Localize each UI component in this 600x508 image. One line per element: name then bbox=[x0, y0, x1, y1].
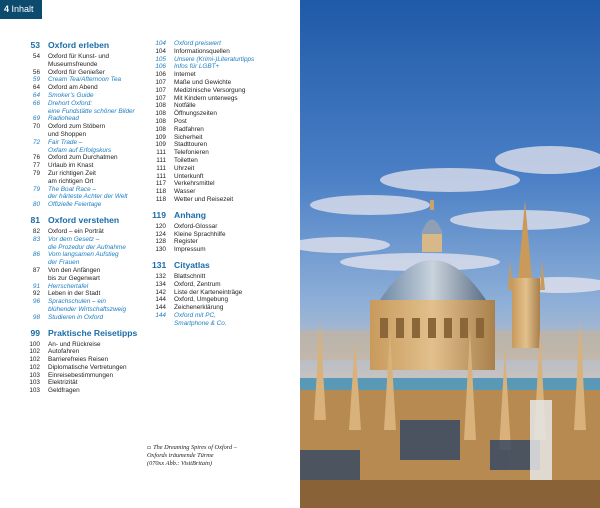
toc-entry bbox=[26, 69, 141, 77]
toc-entry bbox=[26, 267, 141, 275]
toc-page-number: 69 bbox=[32, 115, 40, 123]
toc-entry bbox=[26, 108, 141, 116]
toc-entry-text: Kleine Sprachhilfe bbox=[174, 230, 226, 238]
toc-entry-text: die Prozedur der Aufnahme bbox=[48, 243, 126, 251]
toc-page-number: 128 bbox=[155, 238, 166, 246]
toc-page-number: 54 bbox=[32, 53, 40, 60]
toc-page-number: 107 bbox=[155, 78, 166, 86]
toc-entry bbox=[26, 186, 141, 194]
toc-entry bbox=[152, 304, 287, 312]
toc-page-number: 107 bbox=[155, 86, 166, 94]
toc-entry-text: Post bbox=[174, 117, 187, 125]
toc-entry bbox=[26, 76, 141, 84]
toc-entry bbox=[152, 141, 287, 149]
toc-entry bbox=[26, 123, 141, 131]
toc-column-right bbox=[152, 40, 287, 328]
toc-page-number: 105 bbox=[155, 55, 166, 63]
page-header bbox=[0, 0, 300, 19]
toc-page-number: 86 bbox=[32, 251, 40, 259]
toc-entry-text: bis zur Gegenwart bbox=[48, 274, 100, 282]
toc-entry-text: Verkehrsmittel bbox=[174, 180, 215, 188]
toc-page-number: 76 bbox=[32, 154, 40, 162]
toc-entry-text: Offizielle Feiertage bbox=[48, 201, 102, 209]
toc-entry-text: Radfahren bbox=[174, 125, 204, 133]
page-title: Inhalt bbox=[11, 4, 34, 14]
toc-entry bbox=[152, 126, 287, 134]
toc-entry bbox=[26, 162, 141, 170]
toc-page-number: 118 bbox=[155, 188, 166, 196]
toc-entry-text: Vom langsamen Aufstieg bbox=[48, 251, 119, 259]
toc-entry-text: Register bbox=[174, 238, 198, 246]
toc-entry-text: Maße und Gewichte bbox=[174, 78, 232, 86]
toc-entry-text: Studieren in Oxford bbox=[48, 313, 104, 321]
toc-entry bbox=[26, 131, 141, 139]
toc-entry-text: Cityatlas bbox=[174, 259, 210, 270]
toc-entry-text: Oxford – ein Porträt bbox=[48, 227, 104, 235]
toc-entry-text: Unsere (Krimi-)Literaturtipps bbox=[174, 55, 255, 63]
toc-entry-text: Wasser bbox=[174, 188, 196, 196]
toc-entry-text: Notfälle bbox=[174, 102, 196, 110]
toc-page-number bbox=[26, 108, 40, 116]
toc-entry bbox=[152, 102, 287, 110]
toc-page-number: 72 bbox=[32, 138, 40, 146]
toc-entry bbox=[152, 196, 287, 204]
toc-entry bbox=[152, 56, 287, 64]
toc-entry-text: Blattschnitt bbox=[174, 272, 206, 280]
toc-page-number: 56 bbox=[32, 68, 40, 76]
toc-section-heading bbox=[26, 328, 141, 338]
toc-entry bbox=[26, 100, 141, 108]
toc-entry bbox=[152, 238, 287, 246]
caption-line-3: (070xx Abb.: VisitBritain) bbox=[147, 459, 212, 467]
toc-entry bbox=[26, 387, 141, 395]
toc-entry bbox=[152, 320, 287, 328]
toc-entry-text: Autofahren bbox=[48, 348, 80, 356]
toc-page-number: 108 bbox=[155, 110, 166, 118]
caption-line-2: Oxfords träumende Türme bbox=[147, 451, 214, 459]
toc-entry bbox=[26, 92, 141, 100]
toc-entry-text: Zur richtigen Zeit bbox=[48, 169, 96, 177]
toc-page-number: 111 bbox=[156, 149, 166, 157]
toc-entry bbox=[26, 178, 141, 186]
toc-entry-text: Herrschertafel bbox=[48, 282, 89, 290]
toc-page-number: 103 bbox=[29, 371, 40, 379]
toc-page-number: 100 bbox=[29, 340, 40, 348]
toc-entry bbox=[152, 246, 287, 254]
toc-entry bbox=[26, 306, 141, 314]
toc-entry-text: Diplomatische Vertretungen bbox=[48, 363, 127, 371]
toc-entry bbox=[152, 312, 287, 320]
toc-entry-text: Oxford, Zentrum bbox=[174, 280, 221, 288]
toc-page-number: 103 bbox=[29, 387, 40, 395]
toc-entry bbox=[152, 273, 287, 281]
toc-entry bbox=[26, 147, 141, 155]
toc-entry-text: Medizinische Versorgung bbox=[174, 86, 246, 94]
toc-page-number: 109 bbox=[155, 141, 166, 149]
toc-entry bbox=[152, 134, 287, 142]
toc-entry bbox=[26, 244, 141, 252]
toc-entry-text: Museumsfreunde bbox=[48, 60, 98, 68]
toc-page-number: 91 bbox=[32, 282, 40, 290]
toc-entry-text: Oxford zum Durchatmen bbox=[48, 154, 118, 162]
toc-entry bbox=[152, 180, 287, 188]
toc-entry-text: The Boat Race – bbox=[48, 185, 96, 193]
toc-entry bbox=[26, 236, 141, 244]
toc-page-number bbox=[26, 61, 40, 69]
toc-section-heading bbox=[26, 215, 141, 225]
toc-entry-text: Fair Trade – bbox=[48, 138, 83, 146]
toc-entry-text: Mit Kindern unterwegs bbox=[174, 94, 238, 102]
toc-entry bbox=[152, 223, 287, 231]
photo-caption bbox=[147, 444, 287, 467]
toc-page-number: 120 bbox=[155, 222, 166, 230]
toc-entry-text: der Frauen bbox=[48, 259, 80, 267]
toc-page-number: 118 bbox=[155, 195, 166, 203]
toc-entry-text: eine Fundstätte schöner Bilder bbox=[48, 107, 135, 115]
toc-entry bbox=[26, 372, 141, 380]
toc-section-heading bbox=[152, 210, 287, 220]
toc-page-number: 82 bbox=[32, 227, 40, 235]
toc-entry-text: Infos für LGBT+ bbox=[174, 63, 220, 71]
toc-entry-text: Wetter und Reisezeit bbox=[174, 195, 234, 203]
toc-entry-text: Praktische Reisetipps bbox=[48, 327, 138, 338]
toc-page-number: 111 bbox=[156, 164, 166, 172]
toc-entry bbox=[152, 79, 287, 87]
toc-page-number bbox=[26, 178, 40, 186]
toc-entry bbox=[26, 314, 141, 322]
toc-page-number bbox=[26, 244, 40, 252]
toc-page-number: 79 bbox=[32, 185, 40, 193]
toc-entry-text: Oxford mit PC, bbox=[174, 311, 216, 319]
toc-page-number: 124 bbox=[155, 230, 166, 238]
toc-entry-text: der härteste Achter der Welt bbox=[48, 193, 128, 201]
caption-line-1: The Dreaming Spires of Oxford – bbox=[153, 444, 237, 451]
toc-entry bbox=[152, 48, 287, 56]
toc-entry bbox=[152, 118, 287, 126]
toc-entry-text: Barrierefreies Reisen bbox=[48, 356, 109, 364]
toc-entry bbox=[26, 251, 141, 259]
toc-entry-text: Anhang bbox=[174, 209, 206, 220]
toc-page-number: 102 bbox=[29, 356, 40, 364]
camera-icon: ▫ bbox=[147, 444, 152, 451]
toc-entry bbox=[26, 84, 141, 92]
toc-entry-text: Oxford zum Stöbern bbox=[48, 123, 106, 131]
toc-page-number: 59 bbox=[32, 76, 40, 84]
toc-entry bbox=[26, 356, 141, 364]
toc-page-number: 111 bbox=[156, 172, 166, 180]
toc-page-number: 80 bbox=[32, 201, 40, 209]
toc-page-number: 83 bbox=[32, 235, 40, 243]
toc-entry-text: Zeichenerklärung bbox=[174, 304, 224, 312]
toc-page-number bbox=[26, 147, 40, 155]
toc-entry-text: Einreisebestimmungen bbox=[48, 371, 114, 379]
toc-page-number: 130 bbox=[155, 246, 166, 254]
toc-page-number: 92 bbox=[32, 290, 40, 298]
toc-entry bbox=[26, 170, 141, 178]
toc-page-number bbox=[26, 131, 40, 139]
toc-entry bbox=[26, 379, 141, 387]
toc-entry bbox=[26, 283, 141, 291]
toc-section-heading bbox=[152, 260, 287, 270]
toc-entry bbox=[26, 61, 141, 69]
toc-entry-text: Geldfragen bbox=[48, 387, 80, 395]
toc-entry-text: Impressum bbox=[174, 246, 206, 254]
toc-page-number: 102 bbox=[29, 348, 40, 356]
toc-page-number: 66 bbox=[32, 99, 40, 107]
toc-entry-text: Uhrzeit bbox=[174, 164, 195, 172]
toc-entry bbox=[152, 281, 287, 289]
toc-entry-text: Radiohead bbox=[48, 115, 79, 123]
toc-entry-text: Unterkunft bbox=[174, 172, 204, 180]
toc-entry-text: Cream Tea/Afternoon Tea bbox=[48, 76, 122, 84]
toc-entry-text: Vor dem Gesetz – bbox=[48, 235, 100, 243]
toc-page-number: 144 bbox=[155, 311, 166, 319]
page-number: 4 bbox=[4, 4, 10, 14]
toc-entry bbox=[26, 275, 141, 283]
toc-page-number: 64 bbox=[32, 91, 40, 99]
toc-entry bbox=[152, 289, 287, 297]
toc-entry-text: Telefonieren bbox=[174, 149, 209, 157]
toc-entry bbox=[152, 110, 287, 118]
toc-entry-text: Oxford verstehen bbox=[48, 214, 120, 225]
toc-page-number: 98 bbox=[32, 313, 40, 321]
toc-entry-text: Drehort Oxford: bbox=[48, 99, 93, 107]
toc-page-number: 117 bbox=[155, 180, 166, 188]
oxford-photo bbox=[300, 0, 600, 508]
toc-page-number: 106 bbox=[155, 71, 166, 79]
toc-entry-text: am richtigen Ort bbox=[48, 177, 94, 185]
toc-page-number: 108 bbox=[155, 102, 166, 110]
toc-entry-text: Internet bbox=[174, 71, 196, 79]
toc-page-number: 144 bbox=[155, 296, 166, 304]
toc-page-number: 53 bbox=[30, 40, 40, 50]
toc-entry-text: Oxford preiswert bbox=[174, 40, 221, 47]
toc-entry-text: Öffnungszeiten bbox=[174, 110, 217, 118]
toc-page-number: 81 bbox=[30, 214, 40, 225]
toc-entry-text: Oxford-Glossar bbox=[174, 222, 218, 230]
toc-entry-text: Toiletten bbox=[174, 156, 198, 164]
toc-entry bbox=[152, 173, 287, 181]
toc-entry bbox=[152, 149, 287, 157]
toc-page-number: 144 bbox=[155, 304, 166, 312]
toc-page-number: 104 bbox=[155, 40, 166, 47]
toc-page-number: 132 bbox=[155, 272, 166, 280]
toc-entry-text: Leben in der Stadt bbox=[48, 290, 101, 298]
toc-entry bbox=[152, 63, 287, 71]
toc-page-number bbox=[26, 193, 40, 201]
toc-entry-text: Stadttouren bbox=[174, 141, 208, 149]
toc-entry bbox=[152, 231, 287, 239]
toc-entry-text: An- und Rückreise bbox=[48, 340, 101, 348]
toc-page-number: 96 bbox=[32, 298, 40, 306]
toc-entry-text: Smoker’s Guide bbox=[48, 91, 94, 99]
toc-page-number: 103 bbox=[29, 379, 40, 387]
toc-entry-text: Smartphone & Co. bbox=[174, 319, 227, 327]
toc-page-number: 131 bbox=[152, 259, 167, 270]
toc-entry bbox=[152, 95, 287, 103]
toc-page-number: 111 bbox=[156, 156, 166, 164]
toc-entry-text: Oxfam auf Erfolgskurs bbox=[48, 146, 112, 154]
toc-entry bbox=[26, 348, 141, 356]
toc-entry-text: Von den Anfängen bbox=[48, 266, 101, 274]
toc-page-number: 106 bbox=[155, 63, 166, 71]
toc-entry-text: Elektrizität bbox=[48, 379, 78, 387]
toc-entry bbox=[26, 139, 141, 147]
toc-page-number: 64 bbox=[32, 84, 40, 92]
toc-entry bbox=[26, 341, 141, 349]
toc-page-number: 109 bbox=[155, 133, 166, 141]
toc-entry-text: blühender Wirtschaftszweig bbox=[48, 305, 127, 313]
toc-entry bbox=[26, 259, 141, 267]
toc-entry bbox=[26, 53, 141, 61]
toc-page-number: 104 bbox=[155, 47, 166, 55]
toc-column-left bbox=[26, 40, 141, 395]
toc-entry bbox=[152, 165, 287, 173]
header-bar bbox=[0, 0, 42, 19]
toc-page-number: 108 bbox=[155, 117, 166, 125]
toc-entry-text: Oxford, Umgebung bbox=[174, 296, 228, 304]
toc-entry-text: Oxford am Abend bbox=[48, 84, 98, 92]
toc-page-number: 79 bbox=[32, 169, 40, 177]
toc-page-number: 70 bbox=[32, 123, 40, 131]
toc-entry-text: Oxford erleben bbox=[48, 40, 110, 50]
toc-entry bbox=[26, 298, 141, 306]
toc-section-heading bbox=[26, 40, 141, 50]
toc-page-number: 107 bbox=[155, 94, 166, 102]
toc-entry bbox=[26, 193, 141, 201]
toc-entry-text: und Shoppen bbox=[48, 130, 87, 138]
toc-page-number bbox=[26, 275, 40, 283]
toc-entry bbox=[152, 87, 287, 95]
toc-page-number: 77 bbox=[32, 162, 40, 170]
toc-entry bbox=[26, 201, 141, 209]
toc-page-number: 87 bbox=[32, 266, 40, 274]
toc-entry-text: Sicherheit bbox=[174, 133, 203, 141]
toc-entry bbox=[152, 296, 287, 304]
toc-entry-text: Oxford für Kunst- und bbox=[48, 53, 110, 60]
toc-entry bbox=[152, 157, 287, 165]
toc-entry bbox=[152, 71, 287, 79]
toc-page-number bbox=[26, 259, 40, 267]
toc-page-number: 142 bbox=[155, 288, 166, 296]
toc-page-number: 99 bbox=[30, 327, 40, 338]
toc-entry-text: Urlaub im Knast bbox=[48, 162, 94, 170]
toc-entry-text: Liste der Karteneinträge bbox=[174, 288, 243, 296]
toc-page-number: 134 bbox=[155, 280, 166, 288]
toc-entry-text: Oxford für Genießer bbox=[48, 68, 105, 76]
toc-entry bbox=[26, 290, 141, 298]
toc-entry bbox=[152, 188, 287, 196]
toc-entry-text: Sprachschulen – ein bbox=[48, 298, 106, 306]
toc-entry bbox=[26, 228, 141, 236]
toc-page-number: 108 bbox=[155, 125, 166, 133]
toc-entry bbox=[26, 154, 141, 162]
toc-page-number bbox=[152, 320, 166, 328]
toc-page-number: 119 bbox=[152, 209, 166, 220]
toc-entry bbox=[26, 115, 141, 123]
toc-entry bbox=[152, 40, 287, 48]
toc-page-number: 102 bbox=[29, 363, 40, 371]
toc-page-number bbox=[26, 306, 40, 314]
toc-entry bbox=[26, 364, 141, 372]
toc-entry-text: Informationsquellen bbox=[174, 47, 230, 55]
